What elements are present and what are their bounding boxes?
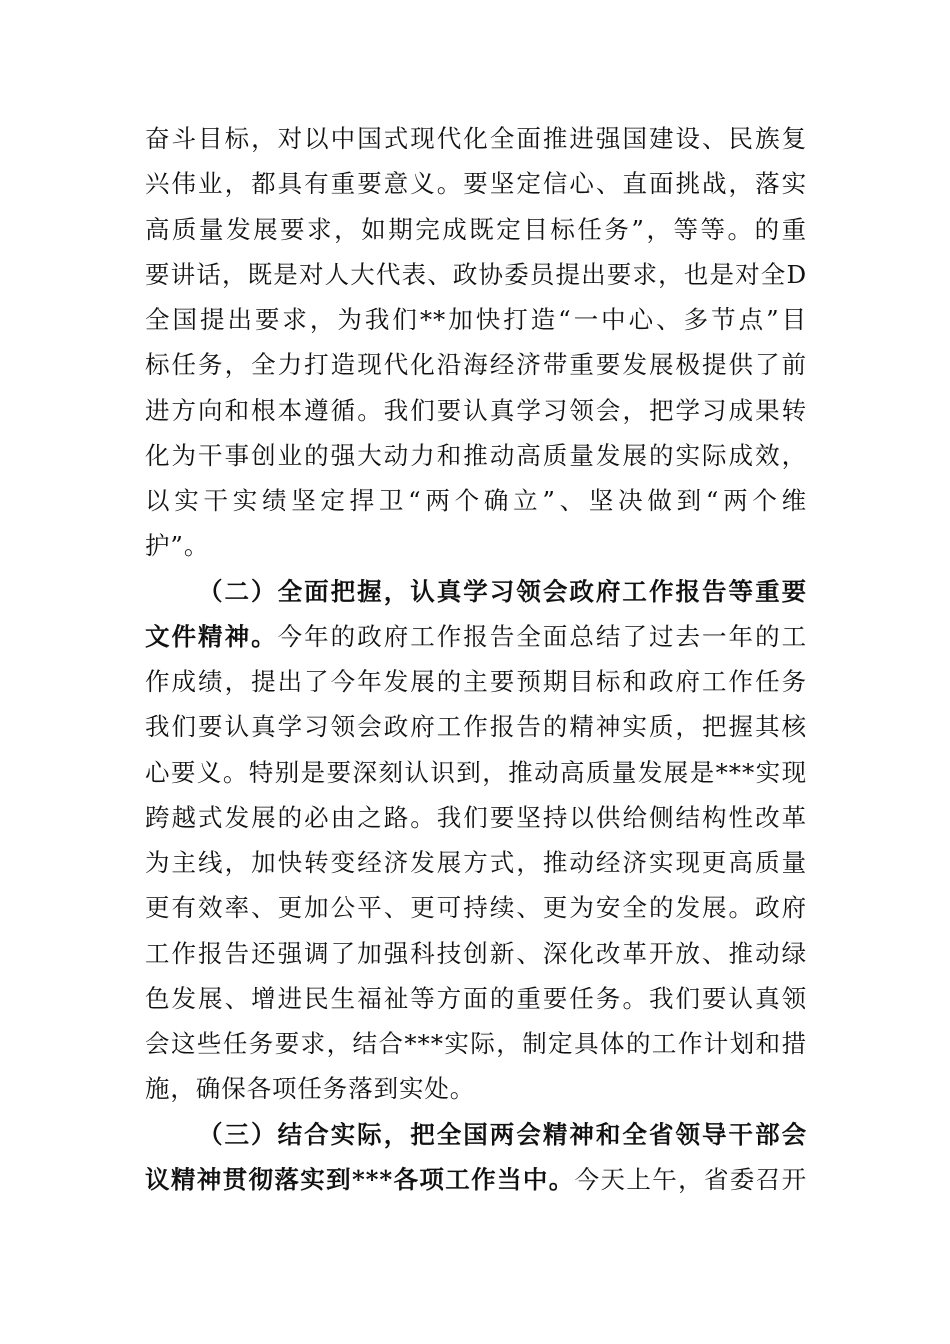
paragraph-section-two (145, 569, 807, 1112)
text-line: 跨越式发展的必由之路。我们要坚持以供给侧结构性改革 (145, 802, 807, 832)
text-line: 全国提出要求，为我们**加快打造“一中心、多节点”目 (145, 305, 807, 334)
text-line: 施，确保各项任务落到实处。 (145, 1074, 476, 1104)
text-line: 议精神贯彻落实到***各项工作当中。今天上午，省委召开 (145, 1164, 807, 1194)
text-line: 进方向和根本遵循。我们要认真学习领会，把学习成果转 (145, 395, 807, 425)
text-line: 色发展、增进民生福祉等方面的重要任务。我们要认真领 (145, 983, 807, 1013)
text-line: 更有效率、更加公平、更可持续、更为安全的发展。政府 (145, 893, 807, 923)
text-line: 护”。 (145, 531, 210, 561)
text-line: 为主线，加快转变经济发展方式，推动经济实现更高质量 (145, 848, 807, 877)
section-heading-line: （二）全面把握，认真学习领会政府工作报告等重要 (198, 576, 807, 606)
text-line: 我们要认真学习领会政府工作报告的精神实质，把握其核 (145, 712, 807, 742)
section-heading-line: （三）结合实际，把全国两会精神和全省领导干部会 (198, 1119, 807, 1149)
text-line: 文件精神。今年的政府工作报告全面总结了过去一年的工 (145, 621, 807, 651)
text-line: 心要义。特别是要深刻认识到，推动高质量发展是***实现 (145, 757, 807, 787)
text-line: 化为干事创业的强大动力和推动高质量发展的实际成效， (145, 440, 807, 470)
text-line: 工作报告还强调了加强科技创新、深化改革开放、推动绿 (145, 938, 807, 968)
document-body (145, 116, 807, 1202)
paragraph-continuation (145, 116, 807, 569)
paragraph-section-three (145, 1112, 807, 1203)
text-line: 以实干实绩坚定捍卫“两个确立”、坚决做到“两个维 (145, 486, 807, 515)
text-line: 兴伟业，都具有重要意义。要坚定信心、直面挑战，落实 (145, 169, 807, 199)
text-line: 会这些任务要求，结合***实际，制定具体的工作计划和措 (145, 1029, 807, 1058)
text-line: 作成绩，提出了今年发展的主要预期目标和政府工作任务 (145, 667, 807, 696)
text-line: 高质量发展要求，如期完成既定目标任务”，等等。的重 (145, 214, 807, 244)
text-line: 奋斗目标，对以中国式现代化全面推进强国建设、民族复 (145, 124, 807, 153)
text-line: 要讲话，既是对人大代表、政协委员提出要求，也是对全D (145, 259, 807, 289)
text-line: 标任务，全力打造现代化沿海经济带重要发展极提供了前 (145, 350, 807, 380)
